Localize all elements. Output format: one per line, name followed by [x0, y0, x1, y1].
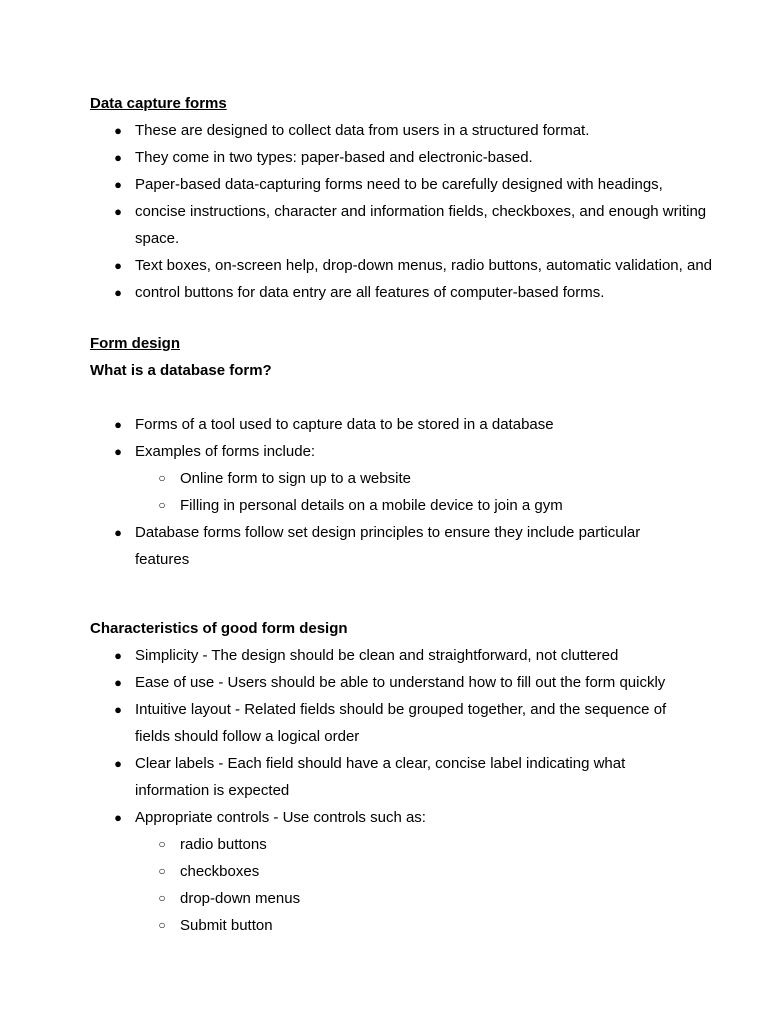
- hollow-bullet-icon: ○: [158, 498, 166, 512]
- list-item-text: Forms of a tool used to capture data to be stored in a database: [135, 416, 554, 433]
- list-item-text: Simplicity - The design should be clean and straightforward, not cluttered: [135, 647, 619, 664]
- hollow-bullet-icon: ○: [158, 471, 166, 485]
- bullet-icon: ●: [114, 810, 122, 825]
- sub-list-item-text: Online form to sign up to a website: [180, 470, 411, 487]
- list-item-continuation: fields should follow a logical order: [135, 728, 360, 745]
- section-heading-characteristics: Characteristics of good form design: [90, 620, 348, 637]
- list-item-text: Clear labels - Each field should have a clear, concise label indicating what: [135, 755, 626, 772]
- bullet-icon: ●: [114, 150, 122, 165]
- sub-list-item: [90, 885, 730, 912]
- list-item-text: concise instructions, character and information fields, checkboxes, and enough writing: [135, 203, 707, 220]
- bullet-icon: ●: [114, 123, 122, 138]
- list-item-text: Examples of forms include:: [135, 443, 316, 460]
- section-heading-form-design: Form design: [90, 335, 181, 352]
- spacer: [90, 573, 730, 615]
- sub-list-item: [90, 858, 730, 885]
- bullet-icon: ●: [114, 702, 122, 717]
- list-item: [90, 642, 730, 669]
- hollow-bullet-icon: ○: [158, 837, 166, 851]
- subheading-database-form: What is a database form?: [90, 362, 272, 379]
- bullet-icon: ●: [114, 285, 122, 300]
- list-item: [90, 750, 730, 777]
- list-item: [90, 279, 730, 306]
- list-item: [90, 519, 730, 546]
- list-item-text: They come in two types: paper-based and electronic-based.: [135, 149, 533, 166]
- list-item-text: Ease of use - Users should be able to understand how to fill out the form quickly: [135, 674, 666, 691]
- list-item-text: Database forms follow set design principles to ensure they include particular: [135, 524, 641, 541]
- list-item-text: Appropriate controls - Use controls such as:: [135, 809, 426, 826]
- list-item-text: These are designed to collect data from users in a structured format.: [135, 122, 590, 139]
- bullet-icon: ●: [114, 756, 122, 771]
- sub-list-item-text: checkboxes: [180, 863, 260, 880]
- sub-list-item-text: radio buttons: [180, 836, 267, 853]
- list-item: [90, 438, 730, 465]
- sub-list-item: [90, 831, 730, 858]
- bullet-icon: ●: [114, 648, 122, 663]
- sub-list-item: [90, 465, 730, 492]
- spacer: [90, 306, 730, 330]
- list-item: [90, 804, 730, 831]
- list-item: [90, 198, 730, 225]
- bullet-icon: ●: [114, 525, 122, 540]
- bullet-icon: ●: [114, 444, 122, 459]
- list-item-continuation: space.: [135, 230, 180, 247]
- list-item: [90, 696, 730, 723]
- bullet-icon: ●: [114, 177, 122, 192]
- list-item-text: Intuitive layout - Related fields should be grouped together, and the sequence of: [135, 701, 667, 718]
- sub-list-item-text: drop-down menus: [180, 890, 301, 907]
- list-item: [90, 144, 730, 171]
- sub-list-item-text: Filling in personal details on a mobile device to join a gym: [180, 497, 563, 514]
- list-item: [90, 252, 730, 279]
- spacer: [90, 384, 730, 411]
- list-item: [90, 117, 730, 144]
- bullet-icon: ●: [114, 675, 122, 690]
- list-item-text: Text boxes, on-screen help, drop-down menus, radio buttons, automatic validation, and: [135, 257, 713, 274]
- bullet-icon: ●: [114, 258, 122, 273]
- sub-list-item: [90, 912, 730, 939]
- sub-list-item: [90, 492, 730, 519]
- hollow-bullet-icon: ○: [158, 918, 166, 932]
- section-heading-data-capture-forms: Data capture forms: [90, 95, 227, 112]
- bullet-icon: ●: [114, 204, 122, 219]
- hollow-bullet-icon: ○: [158, 864, 166, 878]
- list-item-text: Paper-based data-capturing forms need to be carefully designed with headings,: [135, 176, 663, 193]
- bullet-icon: ●: [114, 417, 122, 432]
- list-item: [90, 411, 730, 438]
- document-page: [90, 90, 730, 939]
- list-item: [90, 669, 730, 696]
- hollow-bullet-icon: ○: [158, 891, 166, 905]
- list-item-continuation: features: [135, 551, 190, 568]
- list-item-text: control buttons for data entry are all features of computer-based forms.: [135, 284, 605, 301]
- list-item-continuation: information is expected: [135, 782, 290, 799]
- list-item: [90, 171, 730, 198]
- sub-list-item-text: Submit button: [180, 917, 273, 934]
